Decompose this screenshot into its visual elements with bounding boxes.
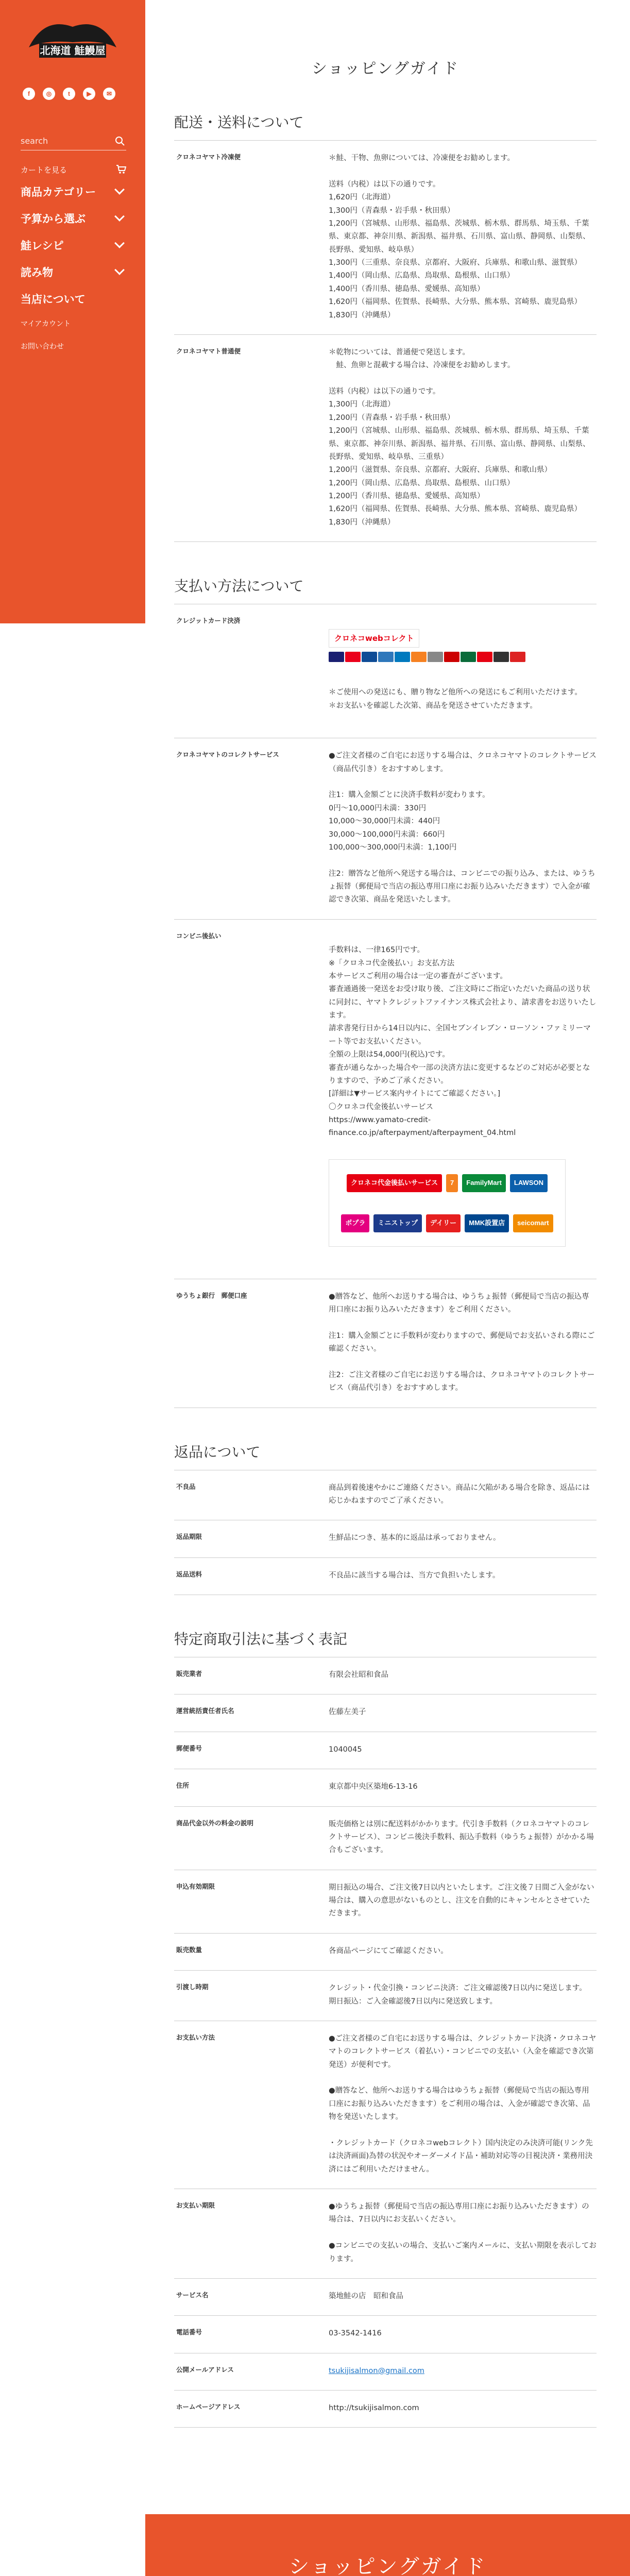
row-value: 各商品ページにてご確認ください。 (329, 1946, 448, 1955)
kuroneko-afterpay-logo: クロネコ代金後払いサービス (347, 1174, 442, 1192)
row-value: ●ご注文者様のご自宅にお送りする場合は、クロネコヤマトのコレクトサービス（商品代引き）をおすすめします。 注1：購入金額ごとに決済手数料が変わります。 0円～10,000円未満：330円 10,000～30,000円未満：440円 30,000～100,000円未満：660円 100,000～300,000円未満：1,100円 注2：贈答など他所へ発送する場合は、コンビニでの振り込み、または、ゆうちょ振替（郵便局で当店の振込専用口座にお振り込みいただきます）で入金が確認でき次第、商品を発送いたします。 (329, 752, 597, 904)
table-row (174, 1694, 597, 1732)
sidebar-nav (21, 161, 126, 358)
table-row (174, 1470, 597, 1521)
row-value: ●ご注文者様のご自宅にお送りする場合は、クレジットカード決済・クロネコヤマトのコレクトサービス（着払い）・コンビニでの支払い（入金を確認でき次第発送）が便利です。 ●贈答など、他所へお送りする場合はゆうちょ振替（郵便局で当店の振込専用口座にお振り込みいただきます）をご利用の場合は、入金が確認でき次第、品物を発送いたします。 ・クレジットカード（クロネコwebコレクト）国内決定のみ決済可能(リンク先は決済画面)為替の状況やオーダーメイド品・補助対応等の目視決済・業務用決済にはご利用いただけません。 (329, 2034, 597, 2174)
seven-eleven-logo: 7 (446, 1174, 458, 1192)
footer-title: ショッピングガイド (288, 2555, 487, 2576)
row-value: ＊鮭、干物、魚卵については、冷凍便をお勧めします。 送料（内税）は以下の通りです。 1,620円（北海道） 1,300円（青森県・岩手県・秋田県） 1,200円（宮城県、山形県、福島県、茨城県、栃木県、群馬県、埼玉県、千葉県、東京都、神奈川県、新潟県、福井県、石川県、富山県、静岡県、山梨県、長野県、愛知県、岐阜県） 1,300円（三重県、奈良県、京都府、大阪府、兵庫県、和歌山県、滋賀県） 1,400円（岡山県、広島県、鳥取県、島根県、山口県） 1,400円（香川県、徳島県、愛媛県、高知県） 1,620円（福岡県、佐賀県、長崎県、大分県、熊本県、宮崎県、鹿児島県） 1,830円（沖縄県） (329, 154, 590, 319)
nav-item-about[interactable] (21, 285, 126, 312)
nav-label: 商品カテゴリー (21, 186, 96, 198)
row-key: 住所 (176, 1782, 190, 1790)
page-title: ショッピングガイド (312, 60, 459, 78)
nav-label: 予算から選ぶ (21, 213, 86, 225)
discover-icon (411, 652, 427, 662)
facebook-icon[interactable]: f (23, 88, 35, 100)
row-key: クロネコヤマト冷凍便 (176, 153, 241, 161)
section-heading: 配送・送料について (174, 111, 597, 141)
cart-icon (116, 165, 126, 174)
card-icon (493, 652, 509, 662)
cvs-text: 手数料は、一律165円です。 ※「クロネコ代金後払い」お支払方法 本サービスご利用の場合は一定の審査がございます。 審査通過後一発送をお受け取り後、ご注文時にご指定いただいた商品の送り状に同封に、ヤマトクレジットファイナンス株式会社より、請求書をお送りいたします。 請求書発行日から14日以内に、全国セブンイレブン・ローソン・ファミリーマート等でお支払いください。 全額の上限は54,000円(税込)です。 審査が通らなかった場合や一部の決済方法に変更するなどのご対応が必要となりますので、予めご了承ください。 [詳細は▼サービス案内サイトにてご確認ください。] 〇クロネコ代金後払いサービス https://www.yamato-credit-finance.co.jp/afterpayment/afterpayment_04.html (329, 946, 597, 1138)
row-key: 郵便番号 (176, 1744, 202, 1752)
payment-section (174, 575, 597, 1408)
nav-item-category[interactable] (21, 178, 126, 205)
table-row (174, 1279, 597, 1408)
cart-link[interactable] (21, 161, 126, 178)
row-value: 東京都中央区築地6-13-16 (329, 1783, 418, 1791)
nav-item-reading[interactable] (21, 259, 126, 285)
row-key: 商品代金以外の料金の説明 (176, 1819, 254, 1827)
row-key: クロネコヤマトのコレクトサービス (176, 751, 279, 759)
chevron-down-icon[interactable] (114, 211, 125, 222)
row-key: お支払い期限 (176, 2201, 215, 2209)
youtube-icon[interactable]: ▶ (83, 88, 95, 100)
table-row (174, 920, 597, 1279)
row-key: 不良品 (176, 1482, 196, 1490)
table-row (174, 2353, 597, 2391)
table-row (174, 335, 597, 542)
row-value: ●贈答など、他所へお送りする場合は、ゆうちょ振替（郵便局で当店の振込専用口座にお振り込みいただきます）をご利用ください。 注1：購入金額ごとに手数料が変わりますので、郵便局でお支払いされる際にご確認ください。 注2：ご注文者様のご自宅にお送りする場合は、クロネコヤマトのコレクトサービス（商品代引き）をおすすめします。 (329, 1292, 595, 1393)
table-row (174, 141, 597, 335)
convenience-store-logos (329, 1159, 566, 1247)
row-key: クレジットカード決済 (176, 617, 241, 625)
table-row (174, 1934, 597, 1971)
row-value: ＊乾物については、普通便で発送します。 鮭、魚卵と混載する場合は、冷凍便をお勧めします。 送料（内税）は以下の通りです。 1,300円（北海道） 1,200円（青森県・岩手県・秋田県） 1,200円（宮城県、山形県、福島県、茨城県、栃木県、群馬県、埼玉県、千葉県、東京都、神奈川県、新潟県、福井県、石川県、富山県、静岡県、山梨県、長野県、愛知県、岐阜県、三重県） 1,200円（滋賀県、奈良県、京都府、大阪府、兵庫県、和歌山県） 1,200円（岡山県、広島県、鳥取県、島根県、山口県） 1,200円（香川県、徳島県、愛媛県、高知県） 1,620円（福岡県、佐賀県、長崎県、大分県、熊本県、宮崎県、鹿児島県） 1,830円（沖縄県） (329, 348, 590, 527)
row-value: 有限会社昭和食品 (329, 1671, 388, 1679)
diners-icon (395, 652, 410, 662)
legal-section (174, 1628, 597, 2428)
row-value (329, 616, 597, 725)
nav-item-budget[interactable] (21, 205, 126, 232)
row-value (329, 931, 597, 1266)
instagram-icon[interactable]: ◎ (43, 88, 55, 100)
row-key: 運営統括責任者氏名 (176, 1707, 234, 1715)
shop-logo[interactable] (24, 11, 122, 63)
shipping-section (174, 111, 597, 542)
seicomart-logo: seicomart (513, 1214, 553, 1232)
row-key: お支払い方法 (176, 2033, 215, 2041)
returns-section (174, 1441, 597, 1596)
row-value: 生鮮品につき、基本的に返品は承っておりません。 (329, 1534, 501, 1543)
card-icon (428, 652, 443, 662)
section-heading: 特定商取引法に基づく表記 (174, 1628, 597, 1657)
table-row (174, 738, 597, 920)
table-row (174, 2189, 597, 2279)
table-row (174, 1558, 597, 1595)
nav-label: 読み物 (21, 266, 53, 279)
table-row (174, 2279, 597, 2316)
row-key: クロネコヤマト普通便 (176, 347, 241, 355)
chevron-down-icon[interactable] (114, 238, 125, 248)
card-brand-logos (329, 652, 571, 662)
kuroneko-webcollect-logo: クロネコwebコレクト (329, 629, 419, 648)
table-row (174, 604, 597, 738)
search-icon[interactable] (115, 136, 125, 146)
row-key: 販売数量 (176, 1945, 202, 1954)
nav-item-recipe[interactable] (21, 232, 126, 259)
row-key: 販売業者 (176, 1670, 202, 1677)
row-value: クレジット・代金引換・コンビニ決済：ご注文確認後7日以内に発送します。 期日振込：ご入金確認後7日以内に発送致します。 (329, 1984, 587, 2006)
visa-icon (329, 652, 344, 662)
row-key: 返品期限 (176, 1533, 202, 1541)
card-icon (461, 652, 476, 662)
row-key: ホームページアドレス (176, 2403, 241, 2411)
credit-note: ＊ご使用への発送にも、贈り物など他所への発送にもご利用いただけます。 ＊お支払いを確認した次第、商品を発送させていただきます。 (329, 688, 582, 710)
row-key: コンビニ後払い (176, 931, 222, 940)
table-row (174, 1657, 597, 1694)
nav-label: 当店について (21, 293, 86, 306)
section-heading: 返品について (174, 1441, 597, 1470)
mail-icon[interactable]: ✉ (103, 88, 115, 100)
search-box (21, 132, 126, 150)
row-key: 電話番号 (176, 2328, 202, 2336)
table-row (174, 1769, 597, 1806)
row-key: サービス名 (176, 2291, 209, 2299)
row-value: 築地鮭の店 昭和食品 (329, 2292, 403, 2300)
mmk-logo: MMK設置店 (465, 1214, 509, 1232)
table-row (174, 1520, 597, 1557)
nav-label: 鮭レシピ (21, 240, 64, 252)
amex-icon (378, 652, 394, 662)
card-icon (477, 652, 492, 662)
row-key: 返品送料 (176, 1570, 202, 1578)
twitter-icon[interactable]: t (63, 88, 75, 100)
sidebar (0, 0, 145, 623)
row-key: 引渡し時期 (176, 1983, 209, 1991)
row-value: 期日振込の場合、ご注文後7日以内といたします。ご注文後７日間ご入金がない場合は、購入の意思がないものとし、注文を自動的にキャンセルとさせていただきます。 (329, 1883, 594, 1918)
homepage-url: http://tsukijisalmon.com (329, 2404, 419, 2412)
row-key: 申込有効期限 (176, 1882, 215, 1890)
section-heading: 支払い方法について (174, 575, 597, 604)
daily-yamazaki-logo: デイリー (426, 1214, 461, 1232)
row-value: ●ゆうちょ振替（郵便局で当店の振込専用口座にお振り込みいただきます）の場合は、7日以内にお支払いください。 ●コンビニでの支払いの場合、支払いご案内メールに、支払い期限を表示しております。 (329, 2202, 597, 2263)
ministop-logo: ミニストップ (373, 1214, 422, 1232)
chevron-down-icon[interactable] (114, 265, 125, 275)
chevron-down-icon[interactable] (114, 184, 125, 195)
search-input[interactable] (21, 132, 108, 149)
table-row (174, 1870, 597, 1934)
logo-text: 北海道 鮭鰻屋 (40, 44, 106, 57)
table-row (174, 1807, 597, 1870)
table-row (174, 2316, 597, 2353)
mastercard-icon (345, 652, 361, 662)
row-value: 03-3542-1416 (329, 2329, 382, 2338)
social-links (23, 88, 115, 100)
footer (145, 2514, 630, 2576)
row-key: ゆうちょ銀行 郵便口座 (176, 1291, 247, 1299)
row-key: 公開メールアドレス (176, 2365, 234, 2374)
my-account-link[interactable]: マイアカウント (21, 320, 71, 328)
cart-label: カートを見る (21, 165, 67, 175)
jcb-icon (362, 652, 377, 662)
row-value: 佐藤左美子 (329, 1708, 366, 1717)
poplar-logo: ポプラ (341, 1214, 369, 1232)
table-row (174, 1732, 597, 1769)
row-value: 1040045 (329, 1745, 362, 1754)
row-value: 販売価格とは別に配送料がかかります。代引き手数料（クロネコヤマトのコレクトサービス）、コンビニ後決手数料、振込手数料（ゆうちょ振替）がかかる場合もございます。 (329, 1820, 594, 1855)
main-content (174, 0, 597, 2428)
familymart-logo: FamilyMart (462, 1174, 506, 1192)
card-icon (510, 652, 525, 662)
table-row (174, 1971, 597, 2021)
row-value: 商品到着後速やかにご連絡ください。商品に欠陥がある場合を除き、返品には応じかねますのでご了承ください。 (329, 1483, 590, 1505)
table-row (174, 2021, 597, 2189)
table-row (174, 2391, 597, 2428)
row-value: 不良品に該当する場合は、当方で負担いたします。 (329, 1571, 500, 1580)
card-icon (444, 652, 459, 662)
contact-link[interactable]: お問い合わせ (21, 343, 64, 351)
email-link[interactable]: tsukijisalmon@gmail.com (329, 2366, 424, 2375)
lawson-logo: LAWSON (510, 1174, 548, 1192)
